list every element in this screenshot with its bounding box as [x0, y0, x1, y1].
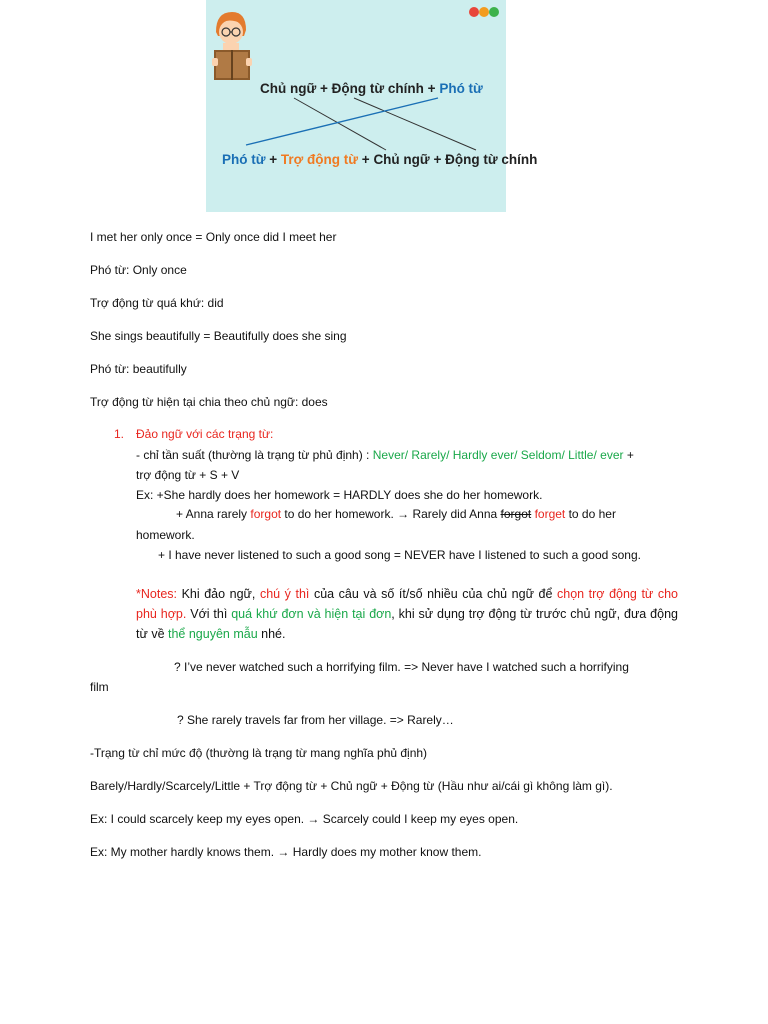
example-rarely-cont: homework.: [136, 528, 195, 542]
illustration-graphic: [206, 0, 538, 212]
example-never: + I have never listened to such a good song = NEVER have I listened to such a good song.: [158, 548, 641, 562]
bottom-formula: Phó từ + Trợ động từ + Chủ ngữ + Động từ chính: [222, 152, 538, 167]
example-line-2: Phó từ: Only once: [90, 263, 187, 277]
example-line-5: Phó từ: beautifully: [90, 362, 187, 376]
section-number: 1.: [114, 427, 125, 441]
degree-example-1: Ex: I could scarcely keep my eyes open. → Scarcely could I keep my eyes open.: [90, 812, 519, 826]
exercise-1-cont: film: [90, 680, 109, 694]
rule-prefix: - chỉ tần suất (thường là trạng từ phủ định) :: [136, 448, 373, 462]
example-line-6: Trợ động từ hiện tại chia theo chủ ngữ: does: [90, 395, 328, 409]
frequency-rule: [136, 447, 634, 463]
reader-icon: [212, 12, 252, 80]
example-line-4: She sings beautifully = Beautifully does she sing: [90, 329, 347, 343]
degree-formula: Barely/Hardly/Scarcely/Little + Trợ động từ + Chủ ngữ + Động từ (Hầu như ai/cái gì không làm gì).: [90, 779, 613, 793]
word-forgot-struck: forgot: [500, 507, 532, 521]
section-heading: Đảo ngữ với các trạng từ:: [136, 427, 274, 441]
degree-example-2: Ex: My mother hardly knows them. → Hardly does my mother know them.: [90, 845, 482, 859]
exercise-2: ? She rarely travels far from her village. => Rarely…: [177, 713, 454, 727]
example-line-1: I met her only once = Only once did I meet her: [90, 230, 337, 244]
example-hardly: Ex: +She hardly does her homework = HARDLY does she do her homework.: [136, 488, 543, 502]
dot-red-icon: [469, 7, 479, 17]
word-forgot: forgot: [250, 507, 282, 521]
notes-label: *Notes:: [136, 587, 177, 601]
top-formula: Chủ ngữ + Động từ chính + Phó từ: [260, 81, 483, 96]
dot-orange-icon: [479, 7, 489, 17]
example-rarely: + Anna rarely forgot to do her homework. → Rarely did Anna forgot forget to do her: [176, 507, 616, 521]
dot-green-icon: [489, 7, 499, 17]
rule-line-2: trợ động từ + S + V: [136, 468, 240, 482]
example-line-3: Trợ động từ quá khứ: did: [90, 296, 224, 310]
grammar-illustration: [206, 0, 538, 212]
notes-paragraph: *Notes: Khi đảo ngữ, chú ý thì của câu và số ít/số nhiều của chủ ngữ để chọn trợ động từ cho phù hợp. Với thì quá khứ đơn và hiện tại đơn, khi sử dụng trợ động từ trước chủ ngữ, đưa động từ về thể nguyên mẫu nhé.: [136, 587, 679, 641]
rule-words: Never/ Rarely/ Hardly ever/ Seldom/ Little/ ever: [372, 448, 624, 462]
rule-plus: +: [623, 448, 634, 462]
exercise-1: ? I’ve never watched such a horrifying film. => Never have I watched such a horrifying: [174, 660, 629, 674]
degree-title: -Trạng từ chỉ mức độ (thường là trạng từ mang nghĩa phủ định): [90, 746, 428, 760]
word-forget: forget: [534, 507, 566, 521]
